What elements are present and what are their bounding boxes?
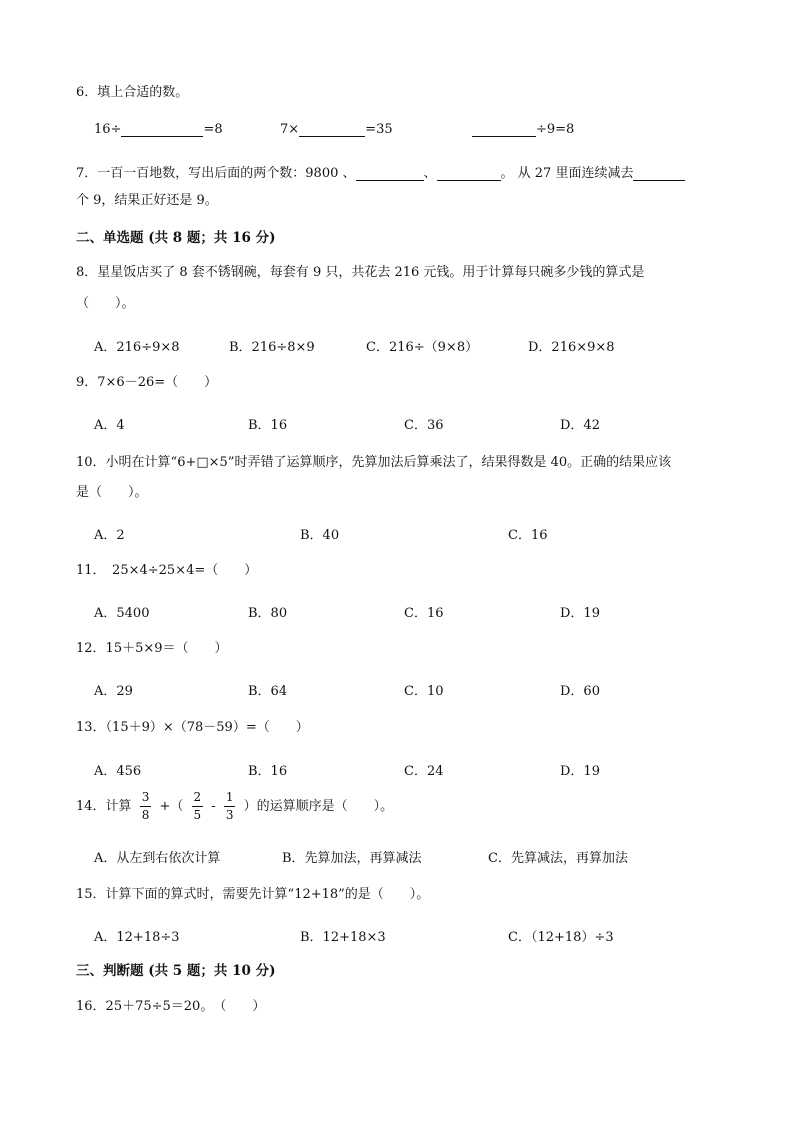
q14-fraction-3 [224,790,236,823]
q12-option-a[interactable]: A．29 [94,684,133,699]
q7-separator: 、 [423,166,437,181]
q9-option-d[interactable]: D．42 [560,418,600,433]
q15-option-b[interactable]: B．12+18×3 [300,930,386,945]
question-9-stem: 9．7×6－26=（ ） [76,375,218,390]
q7-text-b: 。 从 27 里面连续减去 [500,166,634,181]
question-10-line-2: 是（ ）。 [76,485,148,500]
q13-option-a[interactable]: A．456 [94,764,142,779]
q6-expr3-right: ÷9=8 [536,122,575,137]
q9-option-c[interactable]: C．36 [404,418,444,433]
question-16-stem: 16．25＋75÷5＝20。 （ ） [76,999,266,1014]
q14-fraction-1-numerator: 3 [140,790,152,807]
q14-option-b[interactable]: B．先算加法，再算减法 [282,851,422,866]
q8-option-a[interactable]: A．216÷9×8 [94,340,180,355]
q8-option-c[interactable]: C．216÷（9×8） [366,340,479,355]
question-8-line-1: 8．星星饭店买了 8 套不锈钢碗，每套有 9 只，共花去 216 元钱。用于计算每只碗多少钱的算式是 [76,265,645,280]
q14-fraction-2 [192,790,204,823]
q7-blank-1[interactable] [356,166,424,181]
q6-expr2-left: 7× [280,122,300,137]
q13-option-b[interactable]: B．16 [248,764,288,779]
q12-option-b[interactable]: B．64 [248,684,288,699]
q6-blank-3[interactable] [472,122,536,137]
q13-option-c[interactable]: C．24 [404,764,444,779]
q15-option-c[interactable]: C．（12+18）÷3 [508,930,614,945]
q6-expression-3 [472,122,574,137]
question-8-line-2: （ ）。 [76,296,135,311]
q6-expr1-right: =8 [203,122,223,137]
q7-text-a: 7．一百一百地数，写出后面的两个数：9800 、 [76,166,356,181]
q11-option-b[interactable]: B．80 [248,606,288,621]
question-7-line-1 [76,162,685,181]
question-13-stem: 13．（15＋9）×（78－59）=（ ） [76,720,309,735]
q11-option-d[interactable]: D．19 [560,606,600,621]
q6-blank-2[interactable] [299,122,365,137]
q10-option-c[interactable]: C．16 [508,528,548,543]
q12-option-c[interactable]: C．10 [404,684,444,699]
question-6-title: 6．填上合适的数。 [76,85,189,100]
question-14-stem [76,790,393,823]
q6-expr1-left: 16÷ [94,122,122,137]
q14-fraction-3-numerator: 1 [224,790,236,807]
q14-fraction-1-denominator: 8 [141,808,150,822]
question-11-stem: 11． 25×4÷25×4=（ ） [76,563,258,578]
q14-suffix: ）的运算顺序是（ ）。 [243,799,394,814]
q14-prefix: 14．计算 [76,799,132,814]
q10-option-a[interactable]: A．2 [94,528,125,543]
question-10-line-1: 10．小明在计算“6+□×5”时弄错了运算顺序，先算加法后算乘法了，结果得数是 40。正确的结果应该 [76,455,672,470]
q11-option-a[interactable]: A．5400 [94,606,150,621]
q6-blank-1[interactable] [121,122,203,137]
question-15-stem: 15．计算下面的算式时，需要先计算“12+18”的是（ ）。 [76,887,430,902]
q14-fraction-1 [140,790,152,823]
q14-option-a[interactable]: A．从左到右依次计算 [94,851,221,866]
question-7-line-2: 个 9，结果正好还是 9。 [76,193,218,208]
q9-option-b[interactable]: B．16 [248,418,288,433]
q6-expr2-right: =35 [365,122,393,137]
q15-option-a[interactable]: A．12+18÷3 [94,930,180,945]
q8-option-b[interactable]: B．216÷8×9 [229,340,315,355]
q8-option-d[interactable]: D．216×9×8 [528,340,615,355]
q14-plus-paren: +（ [159,799,184,814]
q14-option-c[interactable]: C．先算减法，再算加法 [488,851,628,866]
q14-fraction-2-denominator: 5 [193,808,202,822]
section-2-heading: 二、单选题 (共 8 题；共 16 分) [76,230,276,246]
q11-option-c[interactable]: C．16 [404,606,444,621]
q13-option-d[interactable]: D．19 [560,764,600,779]
section-3-heading: 三、判断题 (共 5 题；共 10 分) [76,963,276,979]
q14-fraction-2-numerator: 2 [192,790,204,807]
q12-option-d[interactable]: D．60 [560,684,600,699]
q7-blank-2[interactable] [437,166,501,181]
q14-fraction-3-denominator: 3 [225,808,234,822]
q6-expression-2 [280,122,393,137]
question-12-stem: 12．15＋5×9＝（ ） [76,641,228,656]
q10-option-b[interactable]: B．40 [300,528,340,543]
q7-blank-3[interactable] [633,166,685,181]
q6-expression-1 [94,122,223,137]
q14-minus: - [211,799,216,814]
q9-option-a[interactable]: A．4 [94,418,125,433]
